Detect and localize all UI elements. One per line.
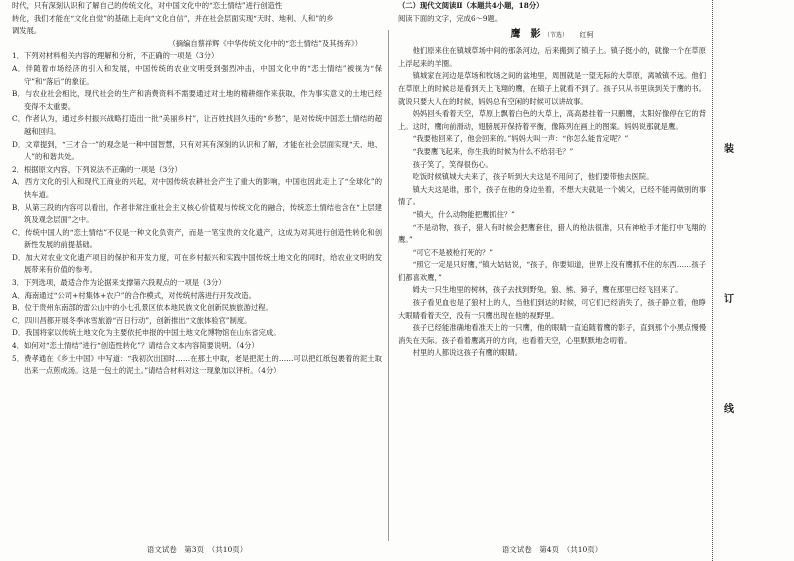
answer-option: A．伴随着市场经济的引入和发展，中国传统的农业文明受到强烈冲击，中国文化中的“恋土情结”被视为“保守”和“落后”的象征。 xyxy=(12,63,382,86)
story-paragraph: “照它一定是只好鹰，”镇大姑姑说，“孩子，你要知道，世界上没有鹰抓不住的东西……孩子们都喜欢鹰，” xyxy=(398,260,706,282)
story-paragraph: 孩子笑了，笑得很伤心。 xyxy=(412,159,493,169)
answer-option: C．传统中国人的“恋土情结”不仅是一种文化负资产，而是一笔宝贵的文化遗产，这成为对其进行创造性转化和创新性发展的前提基础。 xyxy=(12,227,382,250)
answer-option: A．海南通过“公司+村集体+农户”的合作模式，对传统村落进行开发改造。 xyxy=(12,290,256,300)
question-2-options xyxy=(12,176,382,277)
section-heading: （二）现代文阅读Ⅱ（本题共4小题，18分） xyxy=(398,1,544,10)
answer-option: C．作者认为，通过乡村振兴战略打造出一批“美丽乡村”，让百姓找回久违的“乡愁”，是对传统中国恋土情结的超越和回归。 xyxy=(12,114,382,136)
story-paragraph: “不是动物，孩子，猎人有时候会把鹰套住，猎人的枪法很准，只有神枪手才能打中飞翔的鹰。” xyxy=(398,222,706,245)
answer-option: D．文章提到，“三才合一”的观念是一种中国智慧，只有对其有深刻的认识和了解，才能在社会层面实现“天、地、人”的和谐共处。 xyxy=(12,139,382,162)
section-instruction: 阅读下面的文字，完成6～9题。 xyxy=(398,13,503,23)
answer-option: D．我国将家以传统土地文化为主要依托申报的中国土地文化博物馆在山东省完成。 xyxy=(12,328,281,338)
answer-option: B．位于贵州东南部的雷公山中的小七孔景区依本地民族文化创新民族旅游过程。 xyxy=(12,303,273,313)
binding-mark-xian: 线 xyxy=(724,404,734,415)
story-paragraph: 吃饭时候镇城大夫来了，孩子听到大夫这是不用问了，他们要带他去医院。 xyxy=(412,172,654,182)
question-3-stem: 3．下列选项，最适合作为论据来支撑第六段观点的一项是（3分） xyxy=(12,278,226,288)
story-subtitle: （节选） xyxy=(543,32,568,40)
story-paragraph: 镇大夫这是谁，那个，孩子在他的身边坐着，不想大夫就是一个姨父，已经不能再做别的事情了。 xyxy=(398,184,706,207)
page-3 xyxy=(12,0,382,561)
story-author: 红柯 xyxy=(579,31,594,40)
story-paragraph: “可它不是被枪打死的？” xyxy=(412,247,494,257)
source-citation: （摘编自蔡祥辉《中华传统文化中的“恋土情结”及其扬弃》） xyxy=(168,38,362,48)
answer-option: C．四川昌都开展冬季冰雪旅游“百日行动”，创新推出“文旅体验官”制度。 xyxy=(12,315,252,325)
question-2-stem: 2．根据原文内容，下列说法不正确的一项是（3分） xyxy=(12,164,182,174)
story-title-row xyxy=(398,27,706,43)
story-paragraph: 孩子看见血也是了狼村上的人，当他们到达的时候，可它们已经消失了，孩子静立着，他睁大眼睛看着天空，没有一只鹰出现在他的视野里。 xyxy=(398,298,706,320)
intro-line: 调发展。 xyxy=(12,26,42,36)
answer-option: B．与农业社会相比，现代社会的生产和消费资料不需要通过对土地的精耕细作来获取，作为事实意义的土地已经变得不太重要。 xyxy=(12,89,382,111)
story-paragraph: “我要他回来了，他会回来的。”妈妈大叫一声：“你怎么能肯定呢？” xyxy=(412,134,629,144)
story-paragraph: 姆夫一只生地里的树林，孩子去找到野兔，狼、熊、獐子，鹰在那里已经飞回来了。 xyxy=(412,285,683,295)
question-3-options xyxy=(12,290,382,340)
intro-paragraph xyxy=(12,0,382,38)
intro-line: 转化，我们才能在“文化自觉”的基础上走向“文化自信”，并在社会层面实现“天时、地利、人和”的乡 xyxy=(12,13,334,23)
question-5: 5．费孝通在《乡土中国》中写道：“我初次出国时……在那土中取，老是把泥土的……可以把红纸包裹着的泥土取出来一点煎成汤。这是一包土的泥土。”请结合材料对这一现象加以评析。（4分） xyxy=(12,353,382,376)
answer-option: D．加大对农业文化遗产项目的保护和开发力度，可在乡村振兴和实践中国传统土地文化的同时，给农业文明的发展带来有价值的参考。 xyxy=(12,252,382,275)
question-1-stem: 1．下列对材料相关内容的理解和分析，不正确的一项是（3分） xyxy=(12,51,219,61)
story-paragraph: 村里的人都说这孩子有鹰的眼睛。 xyxy=(412,348,523,358)
binding-mark-ding: 订 xyxy=(724,294,734,305)
binding-mark-zhuang: 装 xyxy=(724,144,734,155)
binding-margin xyxy=(712,0,745,561)
story-paragraph: 孩子已经能准确地看准天上的一只鹰，他的眼睛一直追随着鹰的影子，直到那个小黑点慢慢消失在天际。孩子看着鹰离开的方向，也看着天空，心里默默地念叨着。 xyxy=(398,323,706,345)
question-4: 4．如何对“恋土情结”进行“创造性转化”？请结合文本内容简要说明。（4分） xyxy=(12,341,259,351)
story-paragraph: “镇大，什么动物能把鹰抓住？” xyxy=(412,209,515,219)
page-3-footer: 语文试卷 第3页 （共10页） xyxy=(146,545,248,554)
story-paragraph: “我要鹰飞起来，你生我的时候为什么不给羽毛？” xyxy=(412,146,574,156)
story-paragraph: 镇城家在河边是草场和牧场之间的盆地里，周围就是一望无际的大草原，离城镇不远。他们在草原上的时候总是看到天上飞翔的鹰，在镇子上就看不到了。孩子只从书里读到关于鹰的书。就说只要大人在的时候，妈妈总有空闲的时候可以讲故事。 xyxy=(398,71,706,106)
story-paragraph: 他们原来住在镇城草场中间的那条河边，后来搬到了镇子上。镇子挺小的，就像一个在草原上浮起来的羊圈。 xyxy=(398,46,706,68)
page-4-footer: 语文试卷 第4页 （共10页） xyxy=(501,545,603,554)
story-paragraph: 妈妈回头看着天空，草原上飘着白色的大草上，高高悬挂着一只鹏鹰，太阳好像停在它的背上。这时，鹰向前滑动，翅膀展开保持着平衡，像陈列在画上的图案。妈妈说那就是鹰。 xyxy=(398,109,706,131)
page-4 xyxy=(398,0,706,561)
question-1-options xyxy=(12,63,382,164)
story-body xyxy=(398,45,706,360)
page-divider xyxy=(388,30,389,541)
answer-option: B．从第三段的内容可以看出，作者非常注重社会主义核心价值观与传统文化的融合，传统恋土情结也含在“上层建筑及观念层面”之中。 xyxy=(12,202,382,225)
answer-option: A．西方文化的引入和现代工商业的兴起，对中国传统农耕社会产生了重大的影响，中国也因此走上了“全球化”的快车道。 xyxy=(12,177,382,199)
intro-line: 时代，只有深刻认识和了解自己的传统文化，对中国文化中的“恋土情结”进行创造性 xyxy=(12,1,283,10)
story-title: 鹰 影 xyxy=(510,29,541,41)
